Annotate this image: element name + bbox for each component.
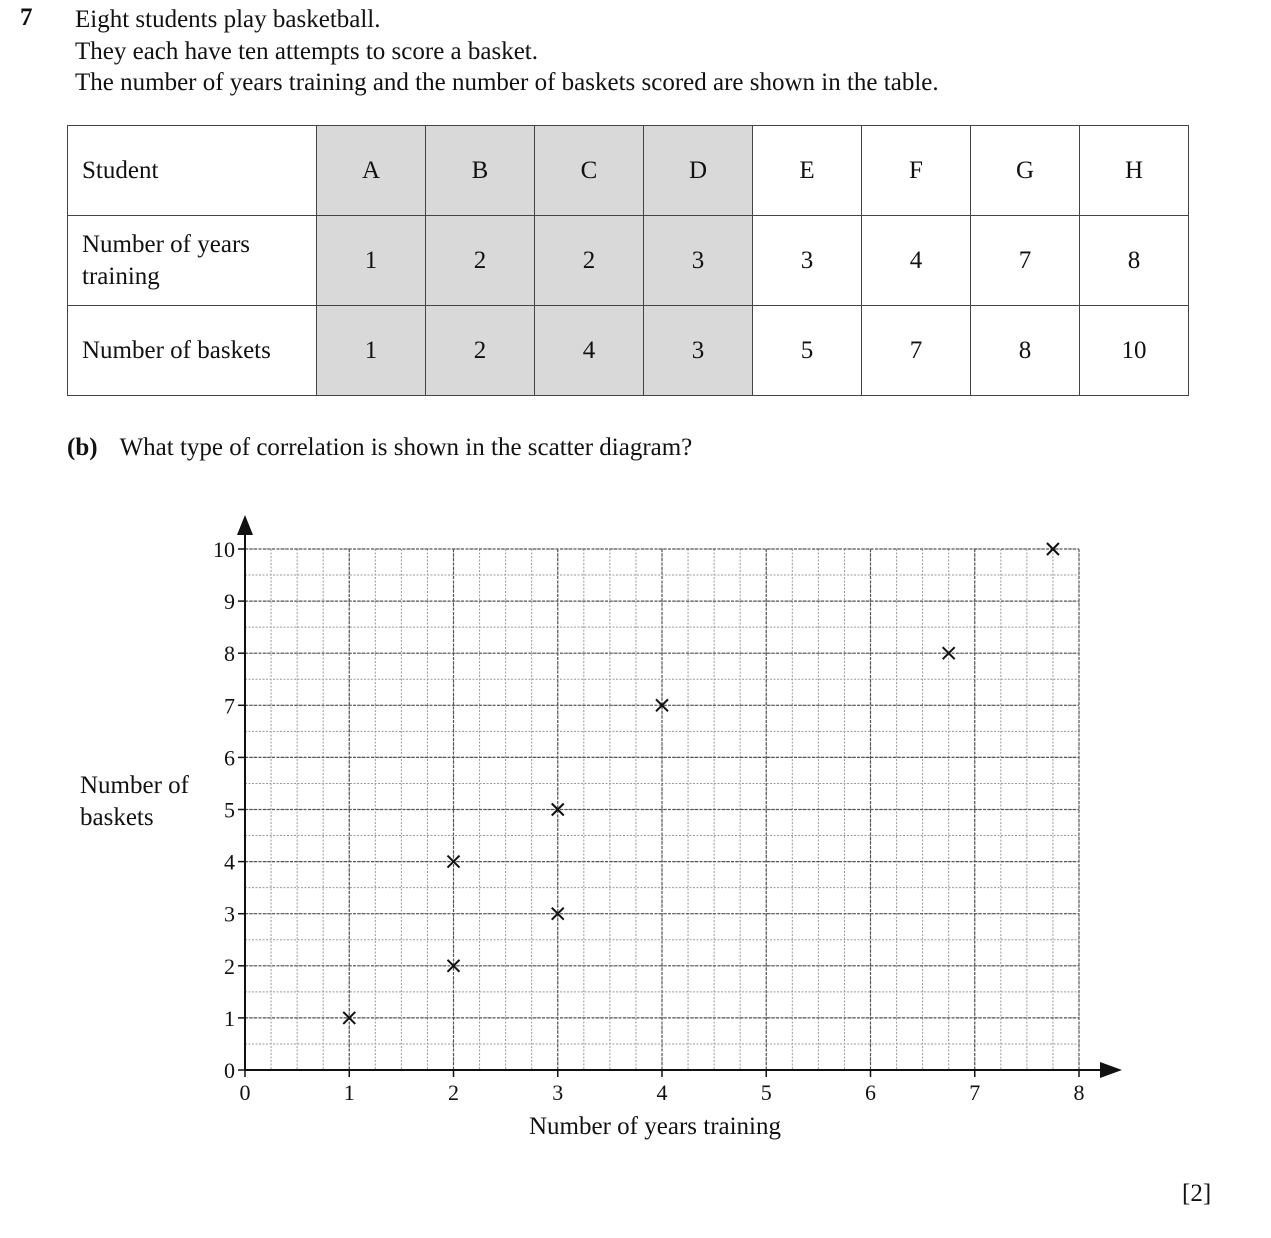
y-tick-label: 6 <box>224 745 235 771</box>
y-axis-arrow <box>237 515 253 535</box>
table-cell: 2 <box>426 306 535 396</box>
y-tick-label: 7 <box>224 693 235 719</box>
table-cell: 3 <box>644 216 753 306</box>
x-axis-label: Number of years training <box>529 1113 782 1140</box>
x-tick-label: 4 <box>656 1080 668 1105</box>
part-b-text: What type of correlation is shown in the scatter diagram? <box>119 434 693 461</box>
table-cell: 3 <box>644 306 753 396</box>
x-tick-label: 0 <box>239 1080 251 1105</box>
table-cell: A <box>317 126 426 216</box>
x-tick-label: 1 <box>343 1080 355 1105</box>
part-b-label: (b) <box>67 434 98 461</box>
row-header-years-text: Number of years training <box>82 230 250 290</box>
table-cell: G <box>971 126 1080 216</box>
y-tick-label: 10 <box>213 537 235 562</box>
question-number: 7 <box>20 4 33 31</box>
axis-ticks <box>213 537 1085 1105</box>
y-tick-label: 2 <box>224 953 235 979</box>
table-cell: 8 <box>971 306 1080 396</box>
table-cell: 2 <box>426 216 535 306</box>
table-cell: 7 <box>971 216 1080 306</box>
table-cell: 1 <box>317 216 426 306</box>
table-cell: 4 <box>535 306 644 396</box>
y-tick-label: 9 <box>224 589 235 615</box>
table-cell: 8 <box>1080 216 1189 306</box>
y-tick-label: 8 <box>224 641 235 667</box>
row-header-student: Student <box>68 126 317 216</box>
y-tick-label: 1 <box>224 1005 235 1031</box>
marks-label: [2] <box>1182 1180 1212 1207</box>
table-cell: D <box>644 126 753 216</box>
x-tick-label: 2 <box>448 1080 459 1105</box>
intro-line-2: They each have ten attempts to score a basket. <box>75 37 539 65</box>
table-cell: 1 <box>317 306 426 396</box>
table-cell: 5 <box>753 306 862 396</box>
x-tick-label: 6 <box>865 1080 876 1105</box>
x-tick-label: 5 <box>760 1080 772 1105</box>
table-cell: C <box>535 126 644 216</box>
table-cell: 2 <box>535 216 644 306</box>
intro-line-1: Eight students play basketball. <box>75 6 381 33</box>
y-axis-label-text: Number of baskets <box>80 772 189 831</box>
table-cell: 7 <box>862 306 971 396</box>
x-tick-label: 7 <box>969 1080 981 1105</box>
y-tick-label: 5 <box>224 797 235 823</box>
intro-line-3: The number of years training and the number of baskets scored are shown in the table. <box>75 69 939 96</box>
y-axis-label <box>80 770 205 834</box>
axes <box>237 515 1122 1078</box>
table-cell: H <box>1080 126 1189 216</box>
x-tick-label: 3 <box>552 1080 564 1105</box>
y-tick-label: 0 <box>224 1058 235 1083</box>
y-tick-label: 4 <box>224 849 235 875</box>
table-cell: 10 <box>1080 306 1189 396</box>
table-cell: E <box>753 126 862 216</box>
table-cell: F <box>862 126 971 216</box>
row-header-baskets: Number of baskets <box>68 306 317 396</box>
x-tick-label: 8 <box>1073 1080 1085 1105</box>
x-axis-arrow <box>1100 1062 1122 1078</box>
table-cell: 4 <box>862 216 971 306</box>
y-tick-label: 3 <box>224 901 235 927</box>
table-cell: 3 <box>753 216 862 306</box>
table-cell: B <box>426 126 535 216</box>
